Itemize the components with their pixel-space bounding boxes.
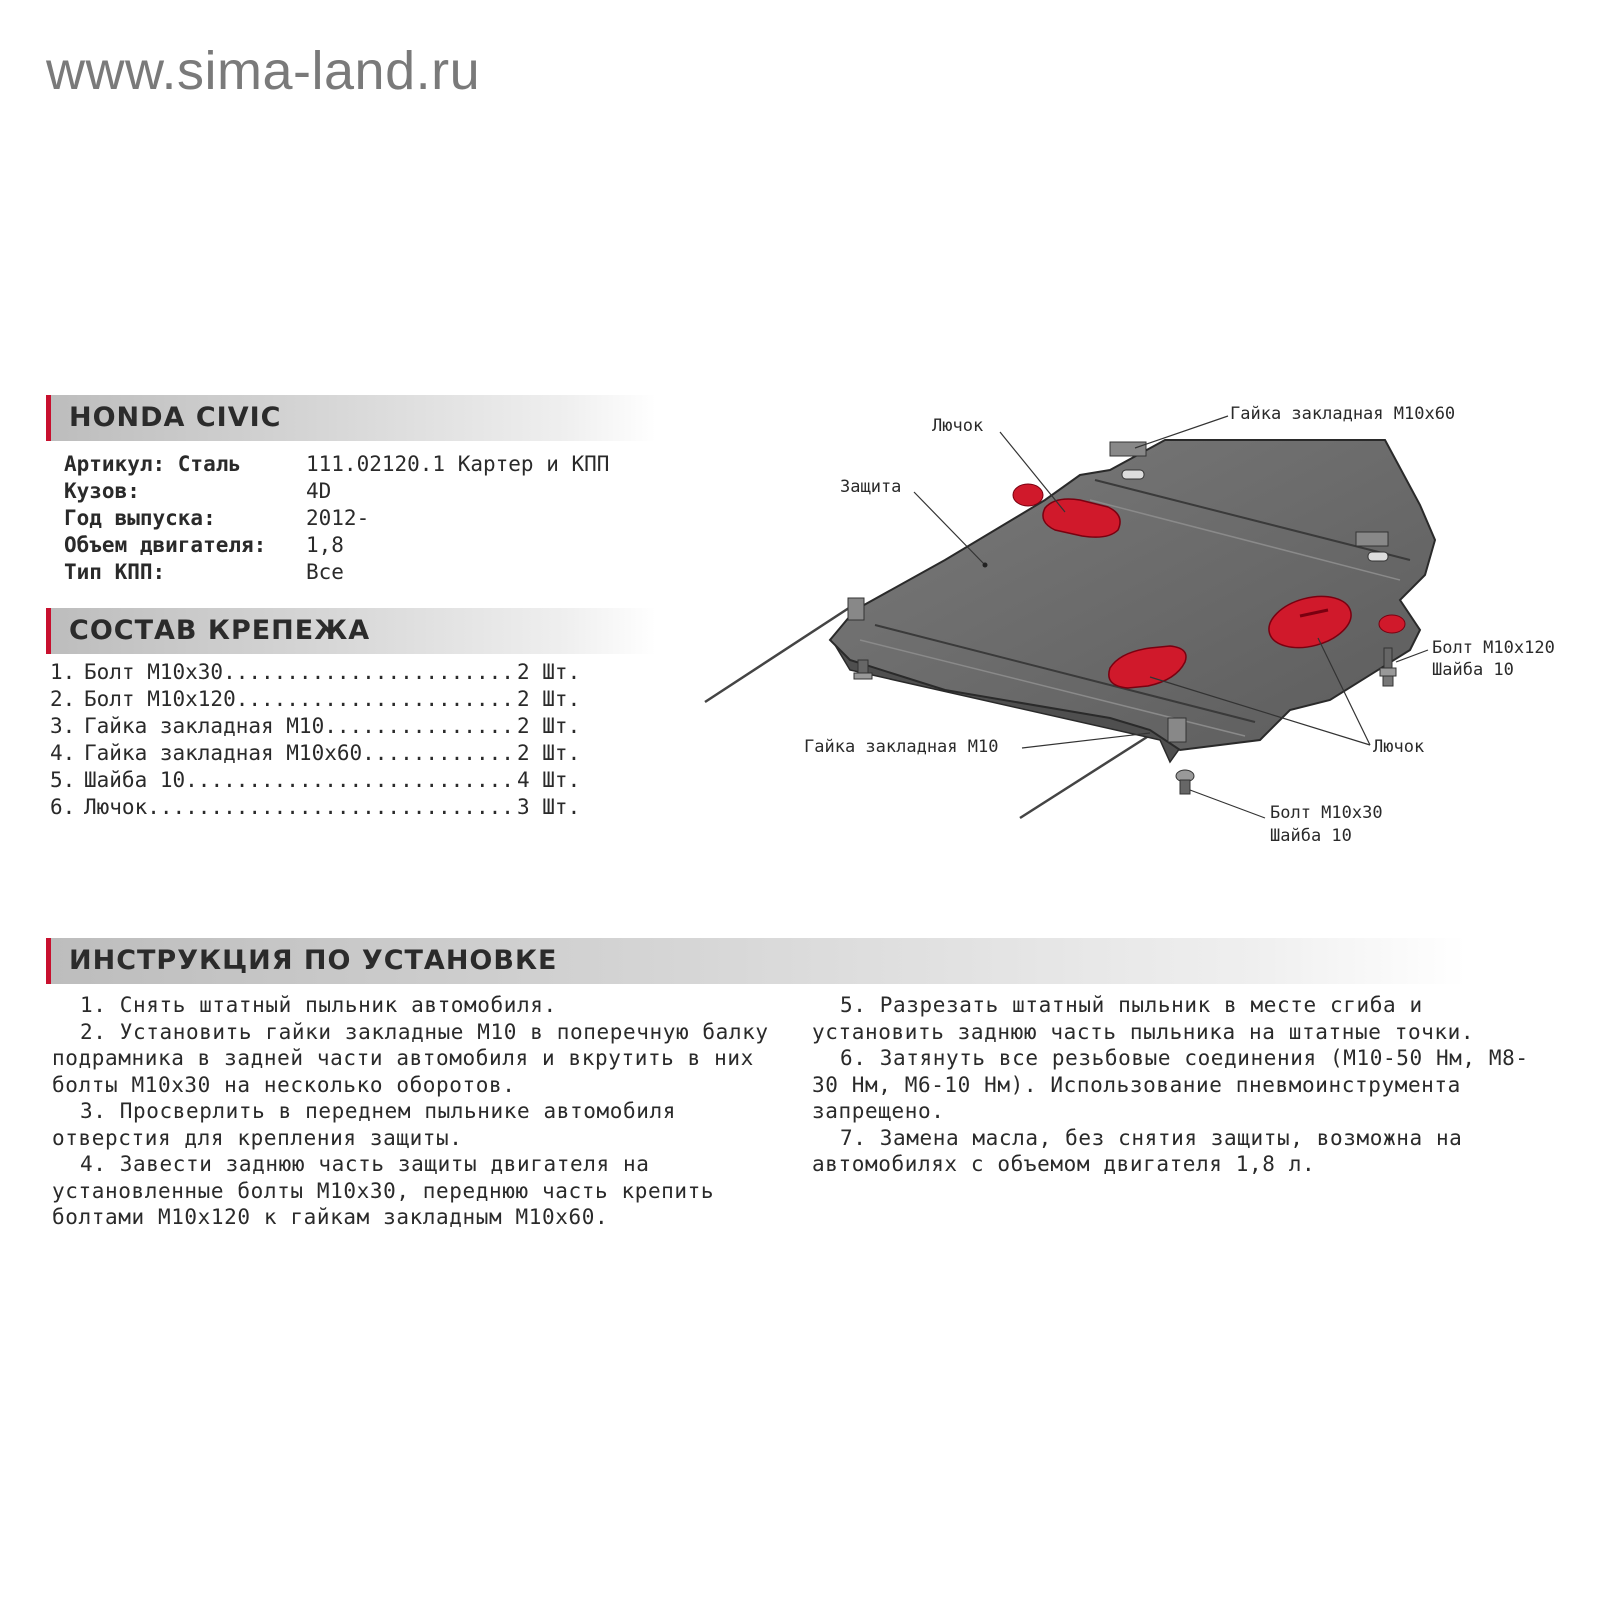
bracket bbox=[1356, 532, 1388, 546]
label-guard: Защита bbox=[840, 477, 902, 497]
item-number: 3. bbox=[50, 714, 76, 738]
item-qty: 2 Шт. bbox=[517, 714, 581, 738]
instructions-right bbox=[812, 992, 1552, 1178]
item-qty: 2 Шт. bbox=[517, 687, 581, 711]
page-title: HONDA CIVIC bbox=[69, 402, 282, 433]
fasteners-bar bbox=[46, 608, 656, 654]
fasteners-title: СОСТАВ КРЕПЕЖА bbox=[69, 615, 371, 646]
guard-plate bbox=[830, 440, 1435, 750]
spec-value: 2012- bbox=[306, 506, 370, 530]
label-bolt-m10x120: Болт М10х120 bbox=[1432, 638, 1555, 658]
plate-slot bbox=[1122, 470, 1144, 479]
instructions-title: ИНСТРУКЦИЯ ПО УСТАНОВКЕ bbox=[69, 945, 558, 976]
item-number: 2. bbox=[50, 687, 76, 711]
spec-key: Год выпуска: bbox=[64, 506, 216, 530]
label-hatch-top: Лючок bbox=[932, 416, 984, 436]
leader-bolt-bottom bbox=[1190, 790, 1265, 818]
bracket bbox=[848, 598, 864, 620]
item-name: Гайка закладная М10х60 ..... bbox=[84, 741, 514, 765]
watermark: www.sima-land.ru bbox=[46, 41, 481, 101]
stud-bottom bbox=[1020, 730, 1158, 818]
leader-nut-m10 bbox=[1022, 733, 1150, 748]
item-name: Гайка закладная М10 ..... bbox=[84, 714, 514, 738]
leader-guard bbox=[914, 492, 985, 565]
label-washer-right: Шайба 10 bbox=[1432, 660, 1514, 680]
header-bar bbox=[46, 395, 656, 441]
plate-slot bbox=[1368, 552, 1388, 561]
item-name: Лючок ..... bbox=[84, 795, 514, 819]
item-qty: 4 Шт. bbox=[517, 768, 581, 792]
instruction-step: 4. Завести заднюю часть защиты двигателя на установленные болты М10х30, переднюю часть крепить болтами М10х120 к гайкам закладным М10х60. bbox=[52, 1152, 715, 1229]
item-number: 4. bbox=[50, 741, 76, 765]
spec-value: Все bbox=[306, 560, 344, 584]
instruction-step: 2. Установить гайки закладные М10 в поперечную балку подрамника в задней части автомобиля и вкрутить в них болты М10х30 на несколько оборотов. bbox=[52, 1019, 769, 1097]
instructions-left bbox=[52, 992, 792, 1231]
instruction-step: 3. Просверлить в переднем пыльнике автомобиля отверстия для крепления защиты. bbox=[52, 1099, 676, 1150]
item-number: 6. bbox=[50, 795, 76, 819]
guard-diagram bbox=[680, 390, 1560, 850]
item-name: Болт М10х30 ..... bbox=[84, 660, 514, 684]
label-nut-m10: Гайка закладная М10 bbox=[804, 737, 999, 757]
spec-value: 111.02120.1 Картер и КПП bbox=[306, 452, 610, 476]
item-number: 1. bbox=[50, 660, 76, 684]
item-number: 5. bbox=[50, 768, 76, 792]
label-bolt-m10x30: Болт М10х30 bbox=[1270, 803, 1383, 823]
instruction-step: 1. Снять штатный пыльник автомобиля. bbox=[80, 993, 557, 1017]
spec-key: Тип КПП: bbox=[64, 560, 166, 584]
label-washer-bottom: Шайба 10 bbox=[1270, 826, 1352, 846]
instruction-step: 6. Затянуть все резьбовые соединения (М10-50 Нм, М8-30 Нм, М6-10 Нм). Использование пневмоинструмента запрещено. bbox=[812, 1046, 1529, 1123]
item-name: Шайба 10 ..... bbox=[84, 768, 514, 792]
label-hatch-bottom: Лючок bbox=[1373, 737, 1425, 757]
label-nut-m10x60: Гайка закладная М10х60 bbox=[1230, 404, 1456, 424]
spec-key: Кузов: bbox=[64, 479, 140, 503]
hatch-small-right bbox=[1379, 615, 1405, 633]
instruction-step: 5. Разрезать штатный пыльник в месте сгиба и установить заднюю часть пыльника на штатные точки. bbox=[812, 993, 1475, 1044]
item-name: Болт М10х120 ..... bbox=[84, 687, 514, 711]
guard-point bbox=[983, 563, 988, 568]
item-qty: 2 Шт. bbox=[517, 741, 581, 765]
item-qty: 2 Шт. bbox=[517, 660, 581, 684]
bracket bbox=[1168, 718, 1186, 742]
bracket bbox=[1110, 442, 1146, 456]
spec-key: Артикул: Сталь bbox=[64, 452, 242, 476]
spec-value: 4D bbox=[306, 479, 332, 503]
instruction-step: 7. Замена масла, без снятия защиты, возможна на автомобилях с объемом двигателя 1,8 л. bbox=[812, 1125, 1463, 1176]
instructions-bar bbox=[46, 938, 1466, 984]
item-qty: 3 Шт. bbox=[517, 795, 581, 819]
spec-key: Объем двигателя: bbox=[64, 533, 267, 557]
spec-value: 1,8 bbox=[306, 533, 344, 557]
stud-left bbox=[705, 604, 855, 702]
hatch-small-top bbox=[1013, 484, 1043, 506]
